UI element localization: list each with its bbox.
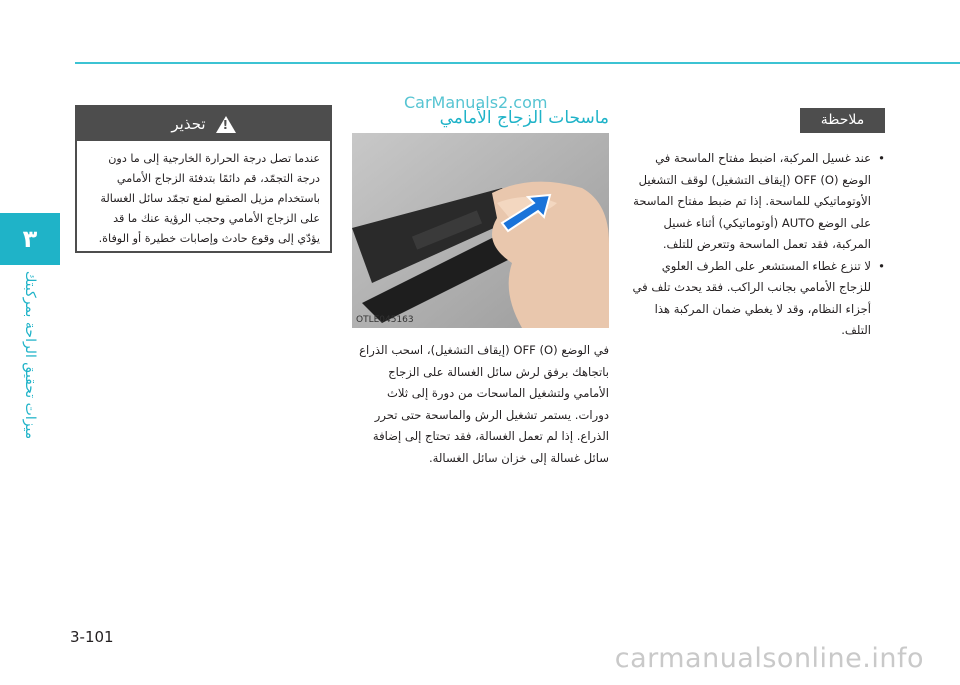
warning-header	[77, 107, 330, 141]
warning-box	[75, 105, 332, 253]
chapter-tab: ٣	[0, 213, 60, 265]
top-rule	[75, 62, 960, 64]
notes-list	[628, 148, 885, 342]
chapter-title-text: ميزات تحقيق الراحة بمركبتك	[22, 270, 38, 440]
image-code: OTLE045163	[356, 315, 414, 325]
warning-triangle-icon	[216, 116, 236, 133]
wiper-lever-photo	[352, 133, 609, 328]
wash-paragraph: في الوضع OFF (O) (إيقاف التشغيل)، اسحب الذراع باتجاهك برفق لرش سائل الغسالة على الزجاج الأمامي ولتشغيل الماسحات من دورة إلى ثلاث دورات. يستمر تشغيل الرش والماسحة حتى تحرر الذراع. إذا لم تعمل الغسالة، فقد تحتاج إلى إضافة سائل غسالة إلى خزان سائل الغسالة.	[359, 343, 609, 465]
watermark: CarManuals2.com	[404, 93, 548, 112]
chapter-title	[0, 270, 60, 440]
wiper-lever-illustration	[352, 133, 609, 328]
page-number: 3-101	[70, 628, 114, 646]
note-item: • عند غسيل المركبة، اضبط مفتاح الماسحة في الوضع OFF (O) (إيقاف التشغيل) لوقف التشغيل الأوتوماتيكي للماسحة. إذا تم ضبط مفتاح الماسحة على الوضع AUTO (أوتوماتيكي) أثناء غسيل المركبة، فقد تعمل الماسحة وتتعرض للتلف.	[628, 148, 885, 256]
footer-site-mark: carmanualsonline.info	[614, 643, 924, 674]
note-item: • لا تنزع غطاء المستشعر على الطرف العلوي للزجاج الأمامي بجانب الراكب. فقد يحدث تلف في أجزاء النظام، وقد لا يغطي ضمان المركبة هذا التلف.	[628, 256, 885, 342]
note-header: ملاحظة	[800, 108, 885, 133]
section-heading: ماسحات الزجاج الأمامي	[439, 108, 609, 128]
warning-text: عندما تصل درجة الحرارة الخارجية إلى ما دون درجة التجمّد، قم دائمًا بتدفئة الزجاج الأمامي باستخدام مزيل الصقيع لمنع تجمّد سائل الغسالة على الزجاج الأمامي وحجب الرؤية عنك ما قد يؤدّي إلى وقوع حادث وإصابات خطيرة أو الوفاة.	[98, 152, 320, 245]
warning-title: تحذير	[171, 115, 206, 133]
